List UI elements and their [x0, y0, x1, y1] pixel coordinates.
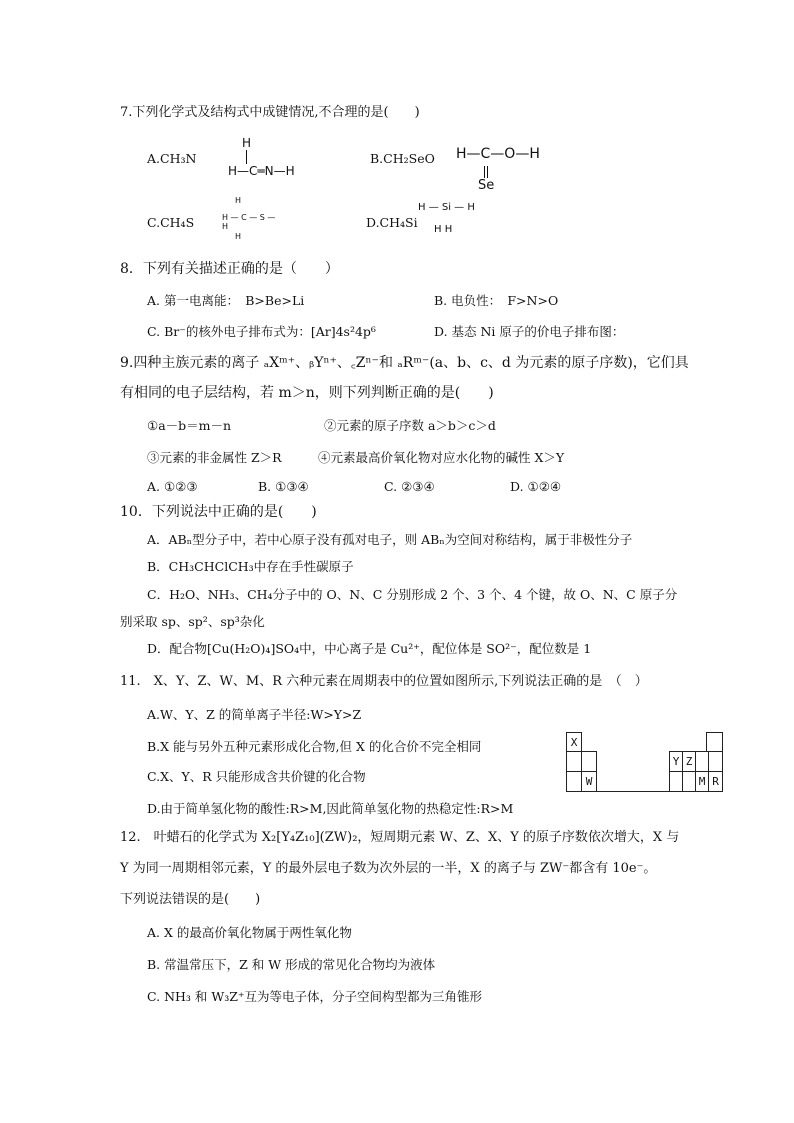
q7-c-structure: [222, 196, 282, 244]
q7-b-structure: [456, 146, 546, 192]
q7-b-struct-line: H—C—O—H: [456, 146, 540, 162]
q7-b-double-bond-2: [487, 166, 488, 178]
q7-c-struct-bottom: H: [235, 232, 242, 241]
q10-stem: 10．下列说法中正确的是( ): [120, 504, 317, 520]
q7-d-struct-bottom: H H: [434, 224, 453, 235]
q7-a-structure: [228, 136, 298, 186]
q10-option-a: A．ABₙ型分子中，若中心原子没有孤对电子，则 ABₙ为空间对称结构，属于非极性分子: [147, 532, 633, 547]
ptable-cell-empty: [706, 732, 723, 752]
q9-statement-4: ④元素最高价氧化物对应水化物的碱性 X＞Y: [318, 450, 565, 465]
q9-stem-line2: 有相同的电子层结构，若 m＞n，则下列判断正确的是( ): [120, 385, 494, 401]
q7-a-struct-top: H: [242, 136, 252, 150]
q7-option-a: A.CH₃N: [147, 151, 197, 166]
q9-statement-2: ②元素的原子序数 a＞b＞c＞d: [324, 418, 496, 433]
ptable-cell-empty: [581, 751, 597, 772]
q8-option-a: A. 第一电离能： B>Be>Li: [147, 293, 305, 308]
q12-option-b: B. 常温常压下，Z 和 W 形成的常见化合物均为液体: [147, 957, 436, 972]
q8-stem: 8．下列有关描述正确的是（ ）: [120, 261, 339, 277]
q11-option-c: C.X、Y、R 只能形成含共价键的化合物: [147, 769, 366, 784]
q10-option-d: D．配合物[Cu(H₂O)₄]SO₄中，中心离子是 Cu²⁺，配位体是 SO²⁻，配位数是 1: [147, 641, 592, 656]
q10-option-c-line1: C．H₂O、NH₃、CH₄分子中的 O、N、C 分别形成 2 个、3 个、4 个键，故 O、N、C 原子分: [147, 587, 678, 602]
ptable-cell-z: Z: [682, 751, 696, 772]
ptable-cell-y: Y: [669, 751, 683, 772]
q7-option-c: C.CH₄S: [147, 215, 195, 230]
q12-option-c: C. NH₃ 和 W₃Z⁺互为等电子体，分子空间构型都为三角锥形: [147, 989, 483, 1004]
q7-b-double-bond-1: [484, 166, 485, 178]
q7-c-struct-top: H: [235, 196, 242, 205]
q7-a-struct-mid: H—C═N—H: [228, 164, 295, 178]
q7-d-structure: [418, 202, 478, 242]
ptable-cell-x: X: [566, 732, 582, 752]
ptable-cell-empty: [566, 771, 582, 792]
q12-stem-line3: 下列说法错误的是( ): [120, 892, 261, 907]
q7-b-struct-bottom: Se: [478, 178, 495, 193]
ptable-cell-empty: [566, 751, 582, 772]
q7-stem: 7.下列化学式及结构式中成键情况,不合理的是( ): [120, 105, 420, 120]
q8-option-b: B. 电负性： F>N>O: [434, 293, 559, 308]
ptable-cell-r: R: [708, 771, 723, 792]
ptable-cell-empty: [669, 771, 683, 792]
periodic-table-fragment: [566, 732, 726, 792]
q8-option-c: C. Br⁻的核外电子排布式为：[Ar]4s²4p⁶: [147, 324, 376, 339]
q11-stem: 11. X、Y、Z、W、M、R 六种元素在周期表中的位置如图所示,下列说法正确的是 （ ）: [120, 674, 648, 689]
q7-a-bond-vertical: [246, 150, 247, 164]
q9-statement-1: ①a－b＝m－n: [147, 418, 232, 433]
q9-option-a: A. ①②③: [147, 479, 198, 494]
q9-statement-3: ③元素的非金属性 Z＞R: [147, 450, 282, 465]
ptable-cell-empty: [682, 771, 696, 792]
q7-option-d: D.CH₄Si: [366, 215, 418, 230]
q12-option-a: A. X 的最高价氧化物属于两性氧化物: [147, 925, 352, 940]
q9-stem-line1: 9.四种主族元素的离子 ₐXᵐ⁺、ᵦYⁿ⁺、꜀Zⁿ⁻和 ₐRᵐ⁻(a、b、c、d 为元素的原子序数)，它们具: [120, 355, 689, 371]
q7-option-b: B.CH₂SeO: [370, 151, 435, 166]
q9-option-b: B. ①③④: [258, 479, 309, 494]
ptable-bottom-line: [596, 791, 670, 792]
q10-option-b: B．CH₃CHClCH₃中存在手性碳原子: [147, 559, 354, 574]
ptable-cell-empty: [708, 751, 723, 772]
q10-option-c-line2: 别采取 sp、sp²、sp³杂化: [120, 614, 265, 629]
q11-option-a: A.W、Y、Z 的简单离子半径:W>Y>Z: [147, 707, 362, 722]
q11-option-d: D.由于简单氢化物的酸性:R>M,因此简单氢化物的热稳定性:R>M: [147, 801, 514, 816]
ptable-cell-empty: [695, 751, 709, 772]
q8-option-d: D. 基态 Ni 原子的价电子排布图：: [434, 324, 625, 339]
q7-d-struct-mid: H — Si — H: [418, 202, 475, 213]
q12-stem-line2: Y 为同一周期相邻元素，Y 的最外层电子数为次外层的一半，X 的离子与 ZW⁻都含有 10e⁻。: [120, 861, 657, 876]
ptable-cell-w: W: [581, 771, 597, 792]
q9-option-d: D. ①②④: [510, 479, 562, 494]
q7-c-struct-mid: H — C — S — H: [222, 213, 276, 231]
q11-option-b: B.X 能与另外五种元素形成化合物,但 X 的化合价不完全相同: [147, 739, 482, 754]
q12-stem-line1: 12. 叶蜡石的化学式为 X₂[Y₄Z₁₀](ZW)₂，短周期元素 W、Z、X、Y 的原子序数依次增大，X 与: [120, 830, 680, 845]
q9-option-c: C. ②③④: [384, 479, 435, 494]
ptable-cell-m: M: [695, 771, 709, 792]
